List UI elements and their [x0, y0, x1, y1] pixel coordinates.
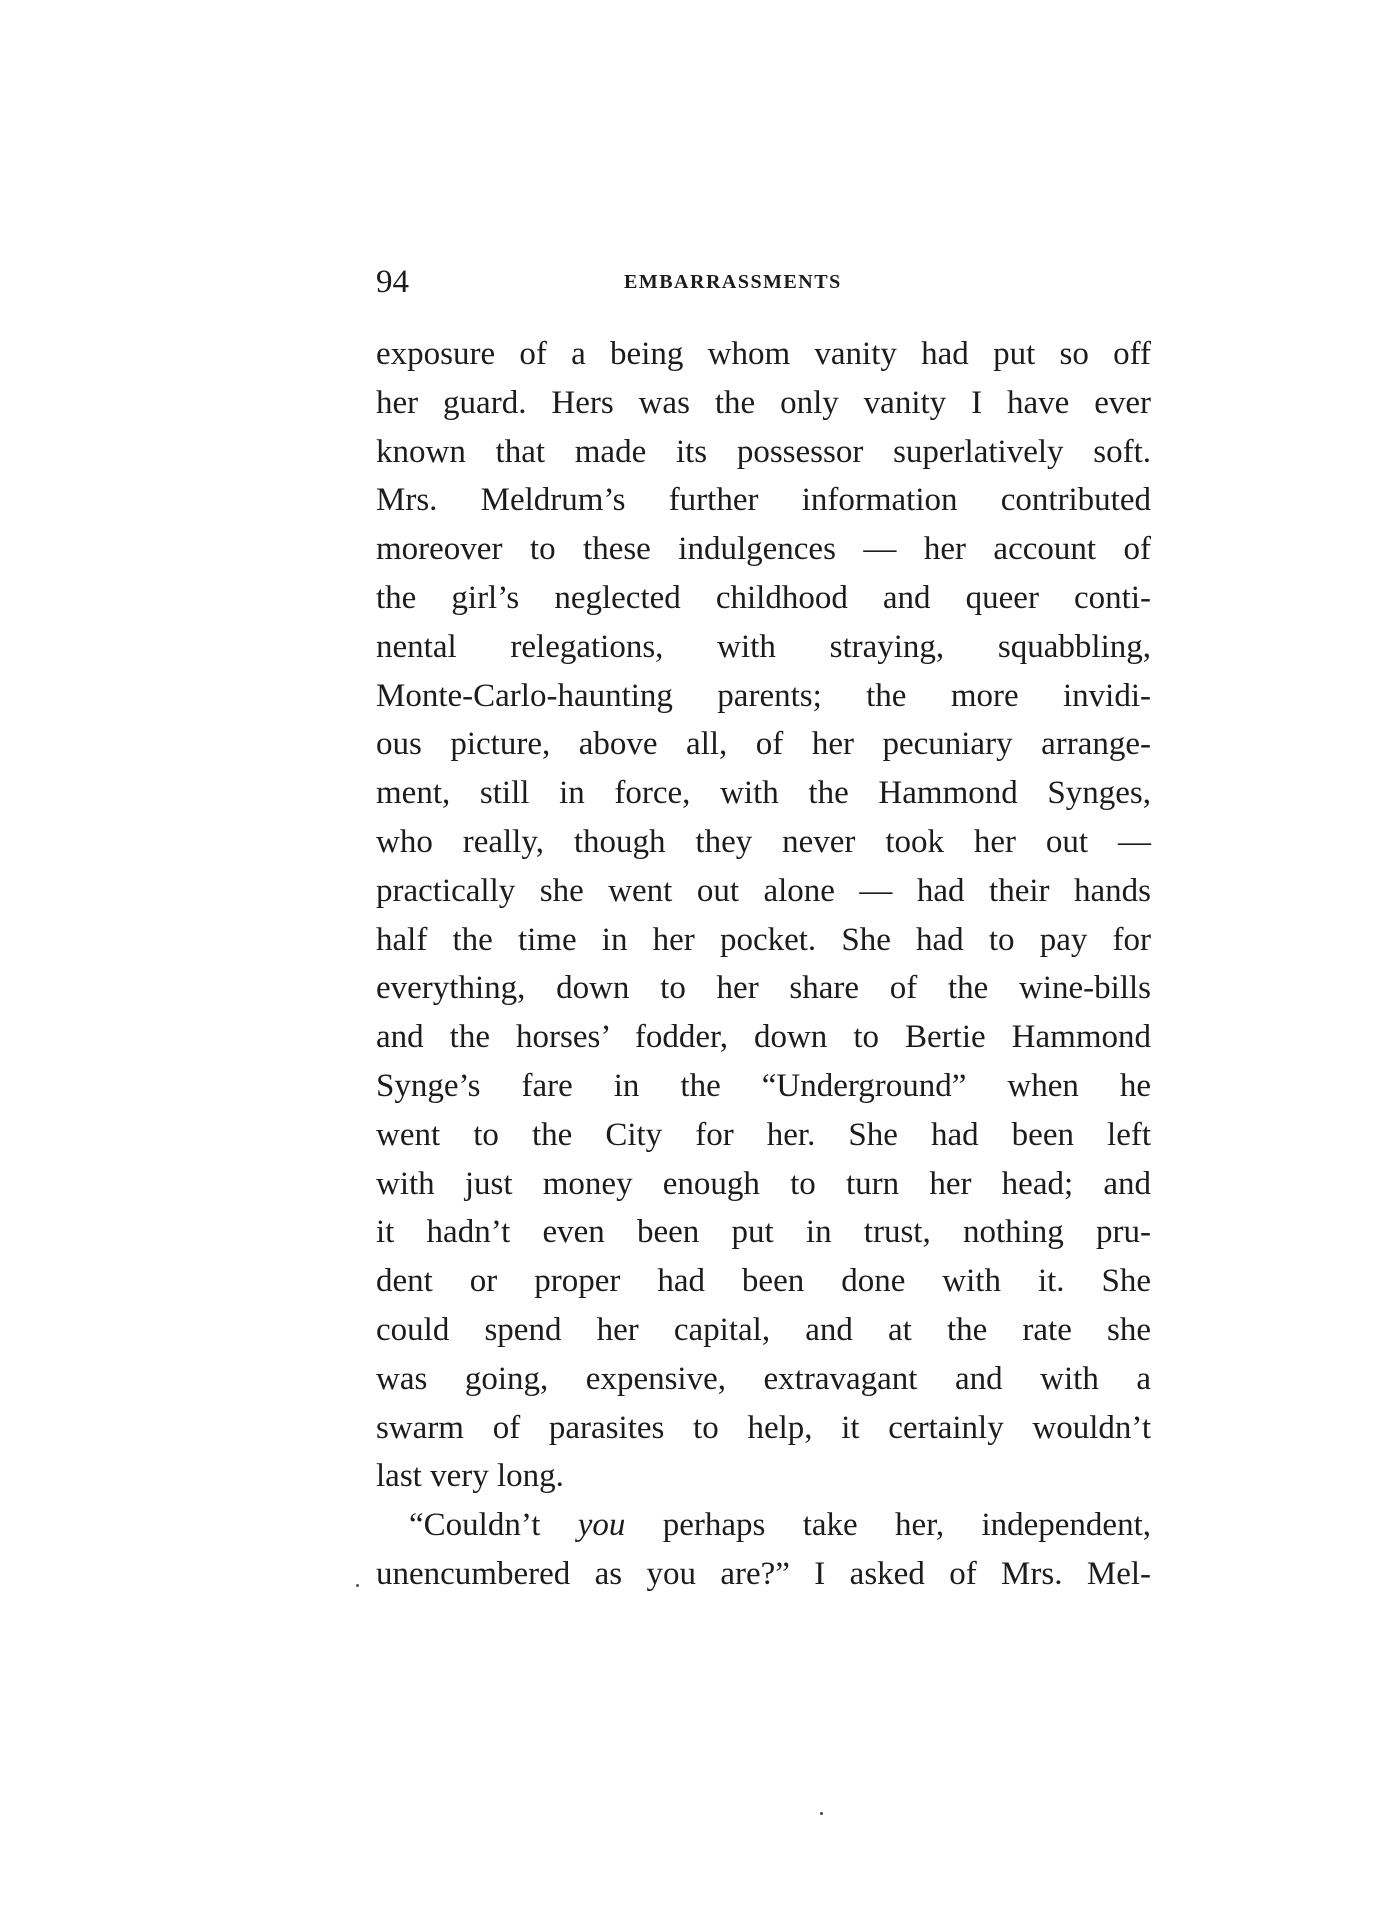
dialogue-line — [376, 1501, 1151, 1550]
emphasized-word: you — [577, 1507, 626, 1544]
text-line: Mrs. Meldrum’s further information contributed — [376, 482, 1151, 519]
text-line: with just money enough to turn her head; and — [376, 1165, 1151, 1202]
text-line: Monte-Carlo-haunting parents; the more invidi- — [376, 677, 1151, 714]
print-speck — [356, 1584, 359, 1587]
running-head — [376, 262, 1151, 302]
dialogue-text: perhaps take her, independent, — [625, 1507, 1151, 1544]
text-line: moreover to these indulgences — her account of — [376, 531, 1151, 568]
running-title: EMBARRASSMENTS — [624, 271, 842, 293]
text-line: ment, still in force, with the Hammond Synges, — [376, 775, 1151, 812]
text-line: went to the City for her. She had been left — [376, 1116, 1151, 1153]
text-line: known that made its possessor superlatively soft. — [376, 433, 1151, 470]
text-line: exposure of a being whom vanity had put so off — [376, 336, 1151, 372]
paragraph-end-line: last very long. — [376, 1458, 564, 1495]
text-line: could spend her capital, and at the rate she — [376, 1311, 1151, 1348]
text-line: was going, expensive, extravagant and with a — [376, 1360, 1151, 1397]
text-line: ous picture, above all, of her pecuniary arrange- — [376, 726, 1151, 763]
text-line: it hadn’t even been put in trust, nothing pru- — [376, 1214, 1151, 1251]
dialogue-text: “Couldn’t — [409, 1507, 578, 1544]
text-line: the girl’s neglected childhood and queer conti- — [376, 579, 1151, 616]
page-number: 94 — [376, 264, 409, 300]
text-line: who really, though they never took her out — — [376, 823, 1151, 860]
text-line: half the time in her pocket. She had to pay for — [376, 921, 1151, 958]
body-text — [376, 330, 1151, 1599]
text-line: swarm of parasites to help, it certainly wouldn’t — [376, 1409, 1151, 1446]
text-line: nental relegations, with straying, squabbling, — [376, 628, 1151, 665]
print-speck — [820, 1812, 823, 1815]
text-line: and the horses’ fodder, down to Bertie Hammond — [376, 1019, 1151, 1056]
text-line: Synge’s fare in the “Underground” when he — [376, 1067, 1151, 1104]
dialogue-line: unencumbered as you are?” I asked of Mrs. Mel- — [376, 1555, 1151, 1592]
text-line: practically she went out alone — had their hands — [376, 872, 1151, 909]
text-line: dent or proper had been done with it. She — [376, 1263, 1151, 1300]
text-line: her guard. Hers was the only vanity I have ever — [376, 384, 1151, 421]
text-line: everything, down to her share of the wine-bills — [376, 970, 1151, 1007]
